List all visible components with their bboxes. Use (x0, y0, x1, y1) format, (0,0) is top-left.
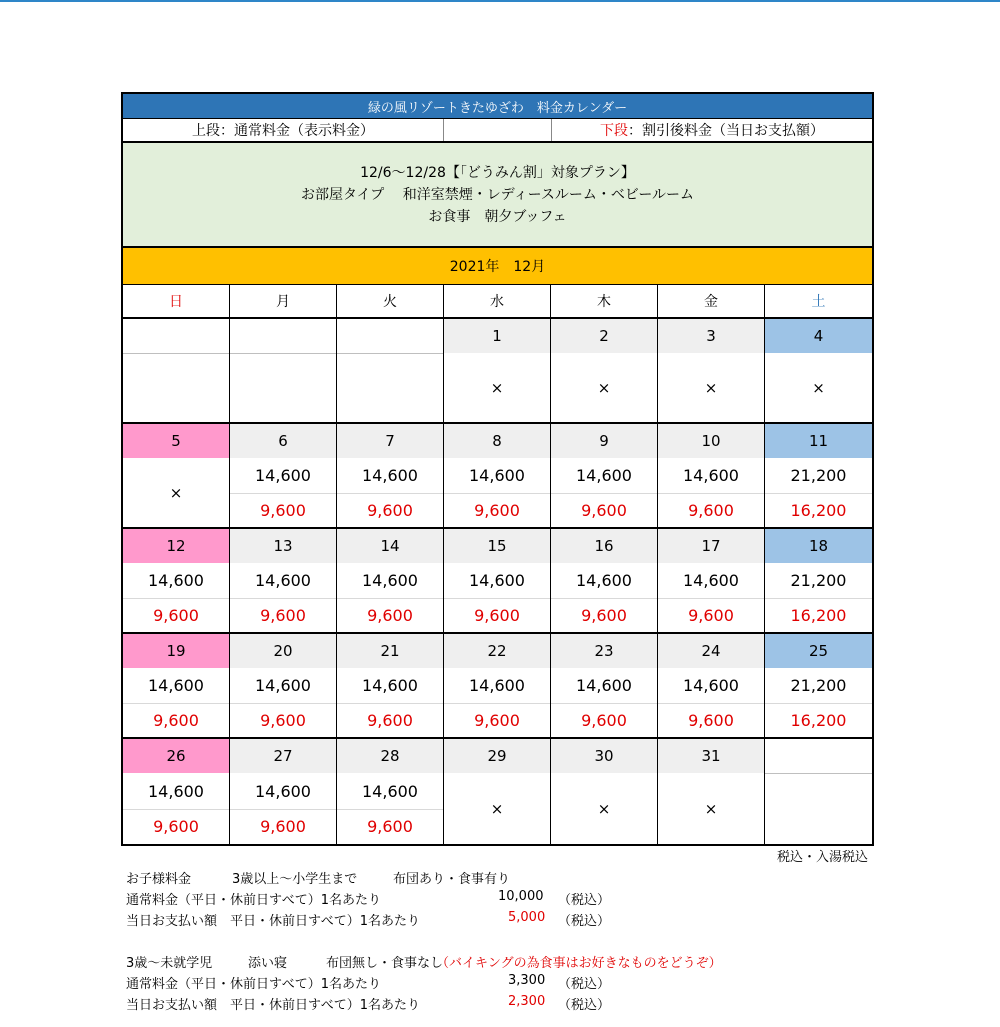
day-prices (230, 564, 336, 632)
normal-price: 14,600 (230, 564, 336, 599)
child-normal-price: 10,000 (498, 889, 544, 904)
child-pricing-notes (126, 866, 886, 1013)
discount-price: 9,600 (474, 605, 520, 625)
discount-price: 9,600 (367, 817, 413, 837)
calendar-day-cell (230, 424, 337, 529)
infant-cosleep: 添い寝 (248, 956, 288, 971)
day-number: 28 (337, 739, 443, 774)
day-prices (230, 774, 336, 844)
day-number: 17 (658, 529, 764, 564)
discount-price: 9,600 (260, 605, 306, 625)
legend-lower (552, 119, 872, 141)
day-number: 23 (551, 634, 657, 669)
closed-mark: × (704, 379, 718, 397)
calendar-day-cell (658, 634, 765, 739)
normal-price: 14,600 (230, 459, 336, 494)
calendar-day-cell (551, 634, 658, 739)
child-header-row (126, 866, 886, 887)
closed-mark: × (490, 800, 504, 818)
day-number: 31 (658, 739, 764, 774)
day-prices (658, 669, 764, 737)
closed-mark: × (812, 379, 825, 397)
discount-price: 9,600 (581, 605, 627, 625)
day-prices (337, 774, 443, 844)
normal-price: 14,600 (337, 669, 443, 704)
calendar-day-cell (337, 739, 444, 844)
infant-conditions: 布団無し・食事なし (326, 956, 444, 971)
calendar-title: 緑の風リゾートきたゆざわ 料金カレンダー (123, 94, 872, 119)
plan-period: 12/6～12/28【「どうみん割」対象プラン】 (360, 164, 635, 181)
discount-price: 9,600 (581, 500, 627, 520)
calendar-day-cell (765, 529, 872, 634)
day-prices (658, 459, 764, 527)
day-number: 27 (230, 739, 336, 774)
infant-normal-row (126, 971, 886, 992)
calendar-day-cell (444, 319, 551, 424)
child-normal-tax: （税込） (558, 893, 611, 908)
day-prices (444, 669, 550, 737)
discount-price: 9,600 (688, 605, 734, 625)
infant-normal-tax: （税込） (558, 977, 611, 992)
discount-price: 16,200 (790, 710, 847, 730)
weekday-sat: 土 (765, 285, 872, 319)
discount-price: 9,600 (260, 817, 306, 837)
calendar-day-cell (337, 319, 444, 424)
child-pay-tax: （税込） (558, 914, 611, 929)
closed-mark: × (490, 379, 504, 397)
calendar-day-cell (123, 739, 230, 844)
calendar-day-cell (551, 319, 658, 424)
day-prices (765, 459, 872, 527)
weekday-row (123, 285, 872, 319)
day-number (230, 319, 336, 354)
day-number: 6 (230, 424, 336, 459)
legend-spacer (444, 119, 552, 141)
weekday-sun: 日 (123, 285, 230, 319)
calendar-day-cell (658, 424, 765, 529)
day-prices (230, 669, 336, 737)
calendar-day-cell (230, 319, 337, 424)
normal-price: 14,600 (658, 564, 764, 599)
normal-price: 14,600 (123, 774, 229, 810)
day-number: 10 (658, 424, 764, 459)
plan-room-type: お部屋タイプ 和洋室禁煙・レディースルーム・ベビールーム (300, 186, 695, 203)
child-label: お子様料金 (126, 872, 192, 887)
infant-normal-price: 3,300 (508, 973, 546, 988)
calendar-day-cell (658, 739, 765, 844)
normal-price: 21,200 (765, 459, 872, 494)
price-calendar (121, 92, 874, 846)
day-prices (337, 669, 443, 737)
discount-price: 9,600 (688, 500, 734, 520)
closed-mark: × (597, 379, 611, 397)
normal-price: 14,600 (551, 459, 657, 494)
normal-price: 14,600 (123, 564, 229, 599)
calendar-day-cell (551, 424, 658, 529)
child-pay-label: 当日お支払い額 平日・休前日すべて）1名あたり (126, 914, 421, 929)
day-number: 11 (765, 424, 872, 459)
day-number: 5 (123, 424, 229, 459)
calendar-day-cell (337, 424, 444, 529)
day-prices (123, 774, 229, 844)
days-grid (123, 319, 872, 844)
discount-price: 9,600 (367, 605, 413, 625)
child-age-range: 3歳以上～小学生まで (232, 872, 358, 887)
calendar-day-cell (444, 424, 551, 529)
legend-upper: 上段：通常料金（表示料金） (123, 119, 444, 141)
weekday-thu: 木 (551, 285, 658, 319)
infant-pay-price: 2,300 (508, 994, 546, 1009)
closed-mark: × (169, 484, 183, 502)
infant-normal-label: 通常料金（平日・休前日すべて）1名あたり (126, 977, 382, 992)
day-number: 24 (658, 634, 764, 669)
calendar-day-cell (551, 739, 658, 844)
calendar-day-cell (765, 319, 872, 424)
calendar-day-cell (337, 529, 444, 634)
discount-price: 9,600 (581, 710, 627, 730)
day-number: 29 (444, 739, 550, 774)
day-number: 26 (123, 739, 229, 774)
plan-meal: お食事 朝夕ブッフェ (428, 208, 567, 225)
normal-price: 14,600 (337, 774, 443, 810)
discount-price: 9,600 (367, 710, 413, 730)
day-prices (551, 669, 657, 737)
day-number: 18 (765, 529, 872, 564)
child-normal-label: 通常料金（平日・休前日すべて）1名あたり (126, 893, 382, 908)
infant-pay-label: 当日お支払い額 平日・休前日すべて）1名あたり (126, 998, 421, 1013)
discount-price: 9,600 (688, 710, 734, 730)
normal-price: 14,600 (444, 459, 550, 494)
day-number: 9 (551, 424, 657, 459)
child-pay-row (126, 908, 886, 929)
discount-price: 9,600 (260, 500, 306, 520)
normal-price: 14,600 (123, 669, 229, 704)
calendar-day-cell (444, 739, 551, 844)
calendar-day-cell (123, 319, 230, 424)
day-number: 14 (337, 529, 443, 564)
infant-pay-row (126, 992, 886, 1013)
day-prices (123, 669, 229, 737)
day-number (765, 739, 872, 774)
calendar-day-cell (765, 424, 872, 529)
calendar-day-cell (551, 529, 658, 634)
calendar-day-cell (765, 739, 872, 844)
closed-mark: × (704, 800, 718, 818)
discount-price: 16,200 (790, 500, 847, 520)
normal-price: 14,600 (658, 459, 764, 494)
day-prices (551, 459, 657, 527)
child-pay-price: 5,000 (508, 910, 546, 925)
normal-price: 14,600 (658, 669, 764, 704)
calendar-day-cell (230, 529, 337, 634)
discount-price: 9,600 (153, 710, 199, 730)
day-prices (765, 564, 872, 632)
tax-note: 税込・入湯税込 (776, 850, 868, 865)
normal-price: 14,600 (230, 774, 336, 810)
discount-price: 9,600 (153, 817, 199, 837)
weekday-wed: 水 (444, 285, 551, 319)
infant-meal-note: （バイキングの為食事はお好きなものをどうぞ） (436, 956, 722, 971)
calendar-day-cell (658, 529, 765, 634)
day-number: 30 (551, 739, 657, 774)
day-number: 4 (765, 319, 872, 354)
legend-row (123, 119, 872, 143)
weekday-fri: 金 (658, 285, 765, 319)
normal-price: 14,600 (444, 669, 550, 704)
day-prices (658, 564, 764, 632)
child-normal-row (126, 887, 886, 908)
normal-price: 21,200 (765, 669, 872, 704)
calendar-day-cell (123, 634, 230, 739)
day-prices (337, 564, 443, 632)
normal-price: 14,600 (230, 669, 336, 704)
discount-price: 9,600 (474, 500, 520, 520)
day-number: 7 (337, 424, 443, 459)
day-number: 12 (123, 529, 229, 564)
day-number: 3 (658, 319, 764, 354)
child-conditions: 布団あり・食事有り (393, 872, 511, 887)
calendar-day-cell (230, 634, 337, 739)
day-prices (444, 564, 550, 632)
day-number: 20 (230, 634, 336, 669)
calendar-day-cell (123, 424, 230, 529)
day-number: 16 (551, 529, 657, 564)
calendar-day-cell (444, 529, 551, 634)
top-accent-line (0, 0, 1000, 2)
infant-header-row (126, 950, 886, 971)
day-number: 25 (765, 634, 872, 669)
normal-price: 14,600 (551, 669, 657, 704)
infant-pay-tax: （税込） (558, 998, 611, 1013)
month-header: 2021年 12月 (123, 248, 872, 285)
day-number (123, 319, 229, 354)
day-prices (230, 459, 336, 527)
normal-price: 14,600 (337, 564, 443, 599)
normal-price: 14,600 (444, 564, 550, 599)
discount-price: 9,600 (153, 605, 199, 625)
discount-price: 9,600 (260, 710, 306, 730)
day-number: 1 (444, 319, 550, 354)
discount-price: 9,600 (474, 710, 520, 730)
day-number: 19 (123, 634, 229, 669)
day-number: 13 (230, 529, 336, 564)
calendar-day-cell (444, 634, 551, 739)
calendar-day-cell (230, 739, 337, 844)
discount-price: 16,200 (790, 605, 847, 625)
legend-lower-text: ：割引後料金（当日お支払額） (628, 123, 824, 139)
day-prices (444, 459, 550, 527)
day-prices (123, 564, 229, 632)
normal-price: 14,600 (337, 459, 443, 494)
day-number: 8 (444, 424, 550, 459)
calendar-day-cell (337, 634, 444, 739)
calendar-day-cell (123, 529, 230, 634)
closed-mark: × (597, 800, 611, 818)
plan-info (123, 143, 872, 248)
day-prices (551, 564, 657, 632)
normal-price: 21,200 (765, 564, 872, 599)
day-number: 2 (551, 319, 657, 354)
weekday-tue: 火 (337, 285, 444, 319)
weekday-mon: 月 (230, 285, 337, 319)
day-number: 22 (444, 634, 550, 669)
day-number: 15 (444, 529, 550, 564)
discount-price: 9,600 (367, 500, 413, 520)
calendar-day-cell (765, 634, 872, 739)
day-number (337, 319, 443, 354)
normal-price: 14,600 (551, 564, 657, 599)
day-prices (765, 669, 872, 737)
calendar-day-cell (658, 319, 765, 424)
day-number: 21 (337, 634, 443, 669)
infant-age-range: 3歳～未就学児 (126, 956, 213, 971)
legend-lower-key: 下段 (600, 123, 628, 139)
day-prices (337, 459, 443, 527)
